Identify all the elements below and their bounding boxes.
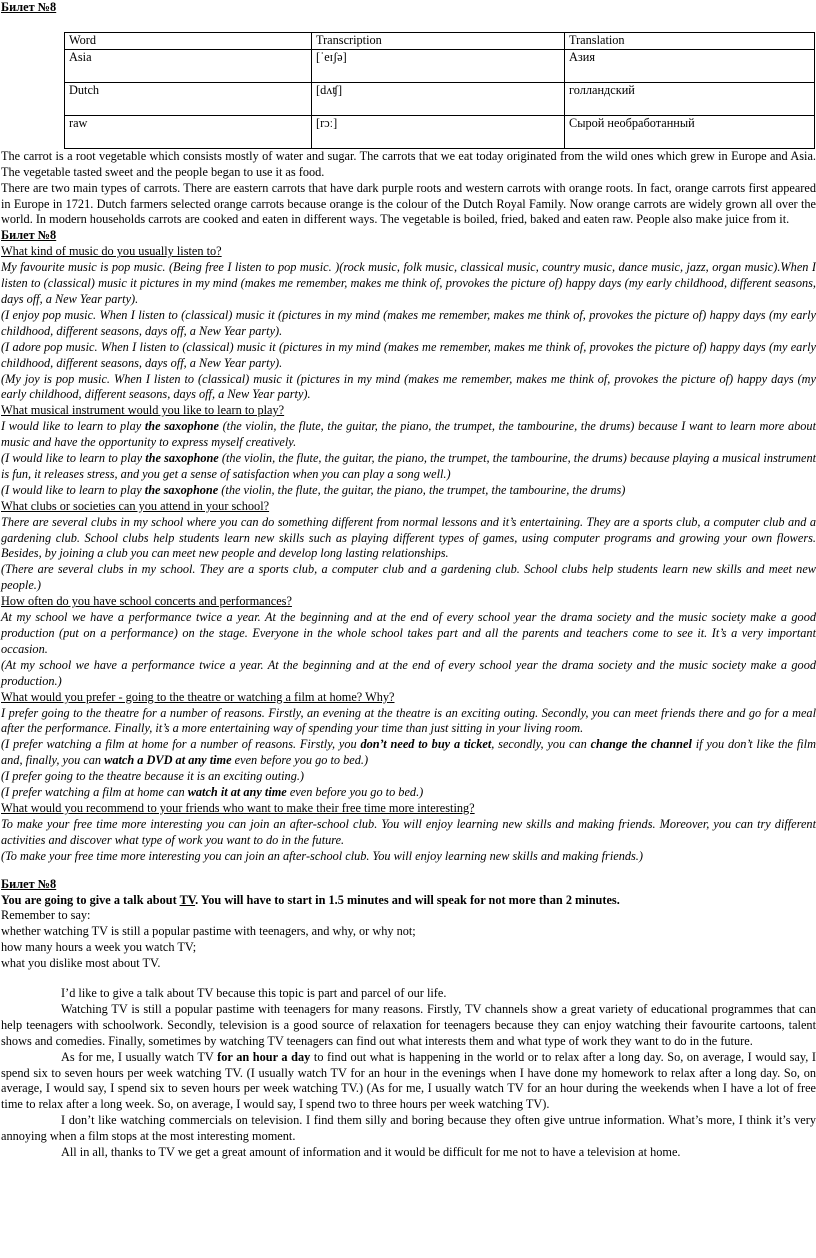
answer: At my school we have a performance twice a year. At the beginning and at the end of every school year the drama society and the music society make a good production (put on a performance) on the stage. Everyone in the whole school takes part and all the parents and teachers come to see it. It’s a very important occasion. <box>1 610 816 656</box>
question: What kind of music do you usually listen to? <box>1 244 222 259</box>
answer: (I would like to learn to play the saxophone (the violin, the flute, the guitar, the piano, the trumpet, the tambourine, the drums) <box>1 482 626 497</box>
table-cell-transcription: [dʌʧ] <box>312 82 565 115</box>
answer: (I prefer watching a film at home can watch it at any time even before you go to bed.) <box>1 785 424 800</box>
talk-paragraph: Watching TV is still a popular pastime with teenagers for many reasons. Firstly, TV channels show a great variety of educational programmes that can help teenagers with schoolwork. Secondly, television is a good source of relaxation for teenagers because they can enjoy watching their favourite cartoons, talent shows and comedies. Finally, sometimes by watching TV teenagers can find out what interests them and what type of work they want to do in the future. <box>1 1001 816 1048</box>
table-header-cell: Word <box>65 32 312 49</box>
table-cell-word: Asia <box>65 49 312 82</box>
answer: I prefer going to the theatre for a number of reasons. Firstly, an evening at the theatre is an exciting outing. Secondly, you can meet friends there and go for a meal after the performance. Finally, it’s a more entertaining way of spending your time than just sitting in your living room. <box>1 705 816 736</box>
task-statement: You are going to give a talk about TV. You will have to start in 1.5 minutes and will speak for not more than 2 minutes. <box>1 892 620 907</box>
table-cell-translation: Азия <box>565 49 815 82</box>
emphasis: the saxophone <box>144 482 219 497</box>
table-header-row <box>65 32 815 49</box>
talk-paragraph: I don’t like watching commercials on television. I find them silly and boring because they often give untrue information. What’s more, I think it’s very annoying when a film stops at the most interesting moment. <box>1 1113 816 1144</box>
talk-paragraph: I’d like to give a talk about TV because this topic is part and parcel of our life. <box>61 986 447 1001</box>
answer: (I enjoy pop music. When I listen to (classical) music it (pictures in my mind (makes me remember, makes me think of, provokes the picture of) happy days (my early childhood, different seasons, days off, a New Year party). <box>1 307 816 338</box>
emphasis: the saxophone <box>145 451 219 466</box>
table-cell-transcription: [ˈeɪʃə] <box>312 49 565 82</box>
task-topic: TV <box>179 892 196 907</box>
answer: (At my school we have a performance twice a year. At the beginning and at the end of every school year the drama society and the music society make a good production.) <box>1 657 816 688</box>
question: What musical instrument would you like to learn to play? <box>1 403 285 418</box>
table-row <box>65 115 815 148</box>
vocabulary-table <box>64 32 815 149</box>
answer: (My joy is pop music. When I listen to (classical) music it (pictures in my mind (makes me remember, makes me think of, provokes the picture of) happy days (my early childhood, different seasons, days off, a New Year party). <box>1 371 816 402</box>
ticket-heading: Билет №8 <box>1 228 57 243</box>
task-point: how many hours a week you watch TV; <box>1 940 197 955</box>
question: What would you prefer - going to the theatre or watching a film at home? Why? <box>1 689 395 704</box>
table-cell-translation: Сырой необработанный <box>565 115 815 148</box>
emphasis: the saxophone <box>144 419 219 434</box>
table-cell-word: Dutch <box>65 82 312 115</box>
table-header-cell: Transcription <box>312 32 565 49</box>
answer: To make your free time more interesting you can join an after-school club. You will enjoy learning new skills and making friends. Moreover, you can try different activities and discover what type of work you want to do in the future. <box>1 816 816 847</box>
task-point: whether watching TV is still a popular pastime with teenagers, and why, or why not; <box>1 924 416 939</box>
answer: (I prefer going to the theatre because it is an exciting outing.) <box>1 769 305 784</box>
emphasis: for an hour a day <box>217 1049 311 1064</box>
emphasis: watch a DVD at any time <box>104 753 232 768</box>
question: How often do you have school concerts and performances? <box>1 594 292 609</box>
emphasis: watch it at any time <box>187 785 287 800</box>
answer: (There are several clubs in my school. They are a sports club, a computer club and a gardening club. School clubs help students learn new skills and meet new people.) <box>1 562 816 593</box>
table-cell-transcription: [rɔː] <box>312 115 565 148</box>
spacer <box>0 865 816 877</box>
question: What clubs or societies can you attend in your school? <box>1 498 270 513</box>
table-row <box>65 49 815 82</box>
task-point: what you dislike most about TV. <box>1 956 161 971</box>
answer: My favourite music is pop music. (Being free I listen to pop music. )(rock music, folk music, classical music, country music, dance music, jazz, organ music).When I listen to (classical) music it pictures in my mind (makes me remember, makes me think of, provokes the picture of) happy days (my early childhood, different seasons, days off, a New Year party). <box>1 260 816 306</box>
question: What would you recommend to your friends who want to make their free time more interesting? <box>1 800 475 815</box>
table-row <box>65 82 815 115</box>
ticket-heading: Билет №8 <box>1 0 57 14</box>
reading-paragraph: The carrot is a root vegetable which consists mostly of water and sugar. The carrots that we eat today originated from the wild ones which grew in Europe and Asia. The vegetable tasted sweet and the people began to use it as food. <box>1 148 816 179</box>
talk-paragraph: As for me, I usually watch TV for an hour a day to find out what is happening in the world or to relax after a long day. So, on average, I would say, I spend six to seven hours per week watching TV. (I usually watch TV for an hour in the evenings when I have done my homework to relax after a long day. So, on average, I would say, I spend six to seven hours per week watching TV.) (As for me, I usually watch TV for an hour during the weekends when I have a lot of free time to relax after a long week. So, on average, I would say, I spend two to three hours per week watching TV). <box>1 1049 816 1112</box>
answer: (To make your free time more interesting you can join an after-school club. You will enjoy learning new skills and making friends.) <box>1 848 643 863</box>
remember-label: Remember to say: <box>1 908 91 923</box>
answer: I would like to learn to play the saxophone (the violin, the flute, the guitar, the piano, the trumpet, the tambourine, the drums) because I want to learn more about music and have the opportunity to express myself creatively. <box>1 419 816 450</box>
table-cell-translation: голландский <box>565 82 815 115</box>
spacer <box>0 972 816 986</box>
answer: (I would like to learn to play the saxophone (the violin, the flute, the guitar, the piano, the trumpet, the tambourine, the drums) because playing a musical instrument is fun, it releases stress, and you get a sense of satisfaction when you can play a song well.) <box>1 451 816 481</box>
reading-paragraph: There are two main types of carrots. There are eastern carrots that have dark purple roots and western carrots with orange roots. In fact, orange carrots first appeared in Europe in 1721. Dutch farmers selected orange carrots because orange is the colour of the Dutch Royal Family. Now orange carrots are widely grown all over the world. In modern households carrots are cooked and eaten in different ways. The vegetable is boiled, fried, baked and eaten raw. People also make juice from it. <box>1 180 816 227</box>
emphasis: don’t need to buy a ticket <box>360 737 492 752</box>
ticket-heading: Билет №8 <box>1 876 57 891</box>
table-header-cell: Translation <box>565 32 815 49</box>
talk-paragraph: All in all, thanks to TV we get a great amount of information and it would be difficult for me not to have a television at home. <box>61 1145 681 1160</box>
answer: There are several clubs in my school where you can do something different from normal lessons and it’s entertaining. They are a sports club, a computer club and a gardening club. School clubs help students learn new skills such as playing different types of games, using computer programs and growing your own flowers. Besides, by joining a club you can meet new people and develop long lasting relationships. <box>1 514 816 561</box>
table-cell-word: raw <box>65 115 312 148</box>
answer: (I prefer watching a film at home for a number of reasons. Firstly, you don’t need to buy a ticket, secondly, you can change the channel if you don’t like the film and, finally, you can watch a DVD at any time even before you go to bed.) <box>1 737 816 768</box>
answer: (I adore pop music. When I listen to (classical) music it (pictures in my mind (makes me remember, makes me think of, provokes the picture of) happy days (my early childhood, different seasons, days off, a New Year party). <box>1 339 816 370</box>
emphasis: change the channel <box>590 737 692 752</box>
